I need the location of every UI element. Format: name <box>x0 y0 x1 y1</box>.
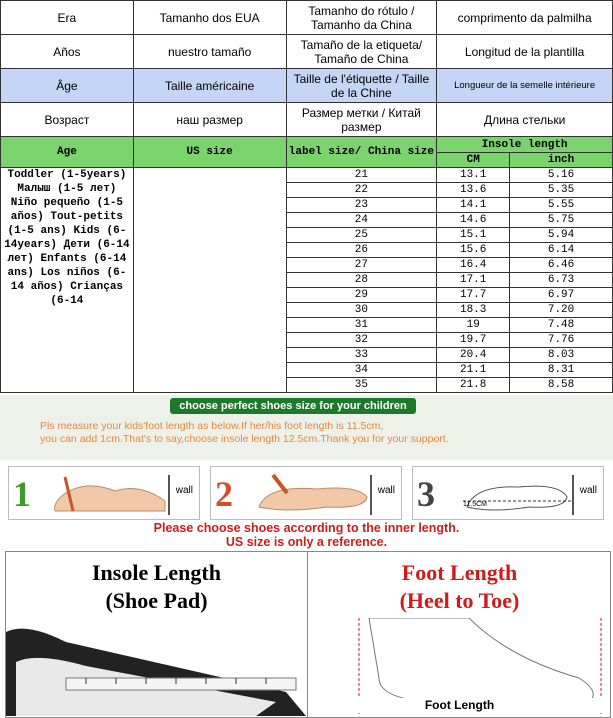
header-cell: Taille de l'étiquette / Taille de la Chine <box>286 69 437 103</box>
warning-line-1: Please choose shoes according to the inner length. <box>153 521 460 535</box>
label-size-cell: 23 <box>286 198 437 213</box>
inch-cell: 5.35 <box>510 183 613 198</box>
banner-title: choose perfect shoes size for your children <box>170 398 416 414</box>
header-cell: Longueur de la semelle intérieure <box>437 69 613 103</box>
foot-icon <box>247 471 377 517</box>
inch-header: inch <box>510 153 613 168</box>
size-row <box>1 168 613 183</box>
ruler-label: 11.5CM <box>463 501 487 508</box>
banner-instructions <box>40 420 580 446</box>
wall-label: wall <box>175 485 193 496</box>
size-chart-table <box>0 136 613 393</box>
green-header-row <box>1 137 613 153</box>
inch-cell: 8.58 <box>510 378 613 393</box>
label-size-cell: 33 <box>286 348 437 363</box>
header-row-pt <box>1 1 613 35</box>
header-row-ru <box>1 103 613 137</box>
cm-cell: 17.1 <box>437 273 510 288</box>
insole-subtitle: (Shoe Pad) <box>105 588 208 613</box>
step-number: 1 <box>13 474 31 514</box>
inch-cell: 5.75 <box>510 213 613 228</box>
header-row-fr <box>1 69 613 103</box>
foot-icon <box>45 471 175 517</box>
header-cell: Âge <box>1 69 134 103</box>
cm-cell: 21.1 <box>437 363 510 378</box>
banner-line-2: you can add 1cm.That's to say,choose insole length 12.5cm.Thank you for your support. <box>40 433 449 445</box>
label-size-cell: 35 <box>286 378 437 393</box>
inch-cell: 5.94 <box>510 228 613 243</box>
cm-cell: 19.7 <box>437 333 510 348</box>
inch-cell: 7.76 <box>510 333 613 348</box>
inch-cell: 6.14 <box>510 243 613 258</box>
cm-cell: 14.1 <box>437 198 510 213</box>
inch-cell: 8.03 <box>510 348 613 363</box>
inch-cell: 7.48 <box>510 318 613 333</box>
wall-label: wall <box>377 485 395 496</box>
cm-cell: 13.1 <box>437 168 510 183</box>
label-size-cell: 21 <box>286 168 437 183</box>
step-3 <box>412 466 604 520</box>
instruction-banner <box>0 395 613 460</box>
cm-cell: 21.8 <box>437 378 510 393</box>
us-size-header: US size <box>133 137 286 168</box>
cm-cell: 15.1 <box>437 228 510 243</box>
label-size-cell: 22 <box>286 183 437 198</box>
label-size-cell: 28 <box>286 273 437 288</box>
shoe-insole-icon <box>6 622 306 716</box>
header-cell: comprimento da palmilha <box>437 1 613 35</box>
header-cell: Años <box>1 35 134 69</box>
us-size-cell <box>133 168 286 393</box>
step-2 <box>210 466 402 520</box>
age-group-text: Toddler (1-5years) Малыш (1-5 лет) Niño pequeño (1-5 años) Tout-petits (1-5 ans) Kids (6-14years) Дети (6-14 лет) Enfants (6-14 ans) Los niños (6-14 años) Crianças (6-14 <box>4 169 130 307</box>
insole-panel <box>6 552 308 717</box>
label-size-cell: 34 <box>286 363 437 378</box>
header-cell: Tamanho do rótulo / Tamanho da China <box>286 1 437 35</box>
measure-steps <box>8 466 606 520</box>
step-1 <box>8 466 200 520</box>
age-header: Age <box>1 137 134 168</box>
cm-cell: 17.7 <box>437 288 510 303</box>
cm-cell: 15.6 <box>437 243 510 258</box>
header-cell: наш размер <box>133 103 286 137</box>
cm-cell: 19 <box>437 318 510 333</box>
size-rows <box>1 168 613 393</box>
length-comparison <box>5 551 611 718</box>
foot-length-caption: Foot Length <box>309 698 610 712</box>
cm-cell: 16.4 <box>437 258 510 273</box>
foot-title: Foot Length <box>401 560 518 585</box>
foot-outline-icon <box>449 471 579 517</box>
header-cell: Taille américaine <box>133 69 286 103</box>
inch-cell: 8.31 <box>510 363 613 378</box>
header-cell: Tamanho dos EUA <box>133 1 286 35</box>
inch-cell: 5.16 <box>510 168 613 183</box>
label-size-header: label size/ China size <box>286 137 437 168</box>
inch-cell: 5.55 <box>510 198 613 213</box>
header-row-es <box>1 35 613 69</box>
header-cell: nuestro tamaño <box>133 35 286 69</box>
header-cell: Размер метки / Китай размер <box>286 103 437 137</box>
cm-cell: 13.6 <box>437 183 510 198</box>
wall-label: wall <box>579 485 597 496</box>
inch-cell: 6.46 <box>510 258 613 273</box>
cm-cell: 14.6 <box>437 213 510 228</box>
header-cell: Longitud de la plantilla <box>437 35 613 69</box>
label-size-cell: 32 <box>286 333 437 348</box>
cm-cell: 20.4 <box>437 348 510 363</box>
label-size-cell: 29 <box>286 288 437 303</box>
banner-line-1: Pls measure your kids'foot length as below.If her/his foot length is 11.5cm, <box>40 420 384 432</box>
label-size-cell: 25 <box>286 228 437 243</box>
step-number: 2 <box>215 474 233 514</box>
age-group-cell <box>1 168 134 393</box>
size-header-table <box>0 0 613 137</box>
header-cell: Era <box>1 1 134 35</box>
cm-cell: 18.3 <box>437 303 510 318</box>
step-number: 3 <box>417 474 435 514</box>
insole-title: Insole Length <box>92 560 221 585</box>
label-size-cell: 27 <box>286 258 437 273</box>
label-size-cell: 30 <box>286 303 437 318</box>
label-size-cell: 26 <box>286 243 437 258</box>
cm-header: CM <box>437 153 510 168</box>
warning-line-2: US size is only a reference. <box>225 535 388 549</box>
foot-panel <box>309 552 610 717</box>
inch-cell: 6.73 <box>510 273 613 288</box>
size-warning <box>0 521 613 549</box>
label-size-cell: 31 <box>286 318 437 333</box>
insole-length-header: Insole length <box>437 137 613 153</box>
header-cell: Tamaño de la etiqueta/ Tamaño de China <box>286 35 437 69</box>
foot-subtitle: (Heel to Toe) <box>399 588 520 613</box>
label-size-cell: 24 <box>286 213 437 228</box>
header-cell: Возраст <box>1 103 134 137</box>
inch-cell: 7.20 <box>510 303 613 318</box>
inch-cell: 6.97 <box>510 288 613 303</box>
header-cell: Длина стельки <box>437 103 613 137</box>
